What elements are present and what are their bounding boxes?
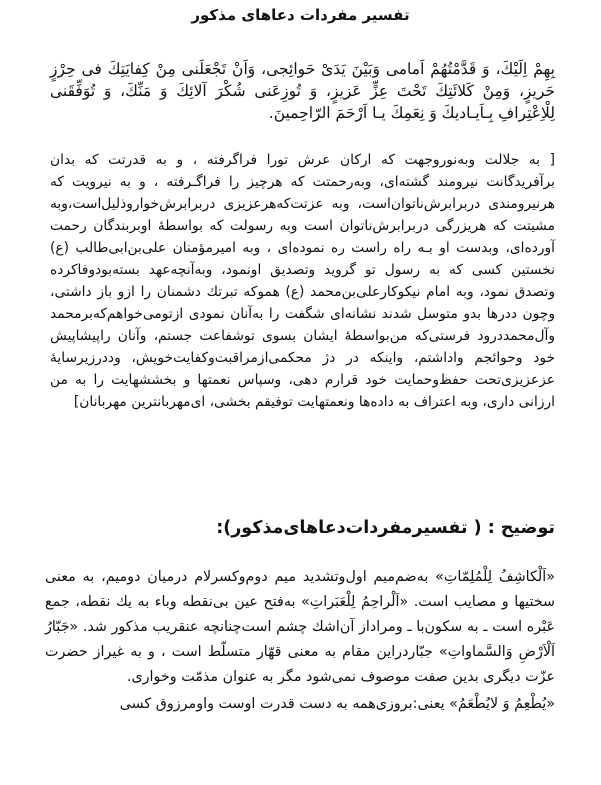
arabic-prayer-paragraph: بِهِمْ اِلَیْكَ، وَ قَدَّمْتُهُمْ اَمامی وَبَیْنَ یَدَیْ حَوائِجی، وَاَنْ تَجْعَلَنی مِنْ کِفایَتِكَ فی حِرْزٍ حَریزٍ، وَمِنْ کَلائَتِكَ تَحْتَ عِزٍّ عَزیزٍ، وَ تُوزِعَنی شُکْرَ آلائِكَ وَ مَنِّكَ، وَ تُوَفِّقَنی لِلْاِعْتِرافِ بِـاَیـادیكَ وَ نِعَمِكَ یـا اَرْحَمَ الرّاحِمینَ. xyxy=(50,60,555,122)
page-header xyxy=(0,0,601,30)
page-header-title: تفسیر مفردات دعاهای مذکور xyxy=(191,6,410,24)
arabic-prayer-text xyxy=(50,58,555,146)
persian-translation xyxy=(50,149,555,501)
commentary-paragraph: «یُطْعِمُ وَ لایُطْعَمُ» یعنی:بروزی‌همه به دست قدرت اوست واومرزوق کسی xyxy=(119,696,555,712)
commentary-paragraph: «اَلْکاشِفُ لِلْمُلِمّاتِ» به‌ضم‌میم اول‌وتشدید میم دوم‌وکسرلام درمیان دومیم، به معنی سختیها و مصایب است. «اَلْراحِمُ لِلْعَبَراتِ» به‌فتح عین بی‌نقطه وباء به یك نقطه، جمع عَبْره است ـ به سکون‌با ـ ومراد‌از آن‌اشك چشم است‌چنانچه عنقریب مذکور شد. «جَبّارُ اَلْاَرْضِ وَالسَّماواتِ» جبّاردراین مقام به معنی قهّار متسلّط است ، و به غیراز حضرت عزّت دیگری بدین صفت موصوف نمی‌شود مگر به عنوان مذمّت وخواری. xyxy=(45,569,555,685)
commentary-body xyxy=(45,565,555,780)
section-heading: توضیح : ( تفسیرمفردات‌دعاهای‌مذکور): xyxy=(216,518,555,538)
translation-paragraph: [ به جلالت وبه‌نوروجهت که ارکان عرش تورا فراگرفته ، و به قدرتت که بدان برآفریدگانت نیرومند گشته‌ای، وبه‌رحمتت که هرچیز را فراگـرفته ، و به نیرویت که هرنیرومندی دربرابرش‌ناتوان‌است، وبه عزتت‌که‌هرعزیزی دربرابرش‌خوارو‌ذلیل‌است،وبه مشیتت که هریزرگی دربرابرش‌ناتوان است وبه رسولت که بواسطهٔ اوبربندگان رحمت آورده‌ای، وبدست او بـه راه راست ره نموده‌ای ، وبه امیرمؤمنان علی‌بن‌ابی‌طالب (ع) نخستین کسی که به رسول تو گروید وتصدیق اونمود، وبه‌آنچه‌عهد بسته‌بودوفاکرده وتصدق نمود، وبه امام نیکوکارعلی‌بن‌محمد (ع) هموکه تبرتك دشمنان را ازو باز داشتی، وچون ددرها بدو متوسل شدند نشانه‌ای شگفت را به‌آنان نمودی ازتومی‌خواهم‌که‌برمحمد وآل‌محمد‌درود فرستی‌که من‌بواسطهٔ ایشان بسوی توشفاعت جستم، وآنان راپیشاپیش خود وحوائجم واداشتم، واینکه در دژ محکمی‌ازمراقبت‌وکفایت‌خویش، وددرزیرسایهٔ عزعزیزی‌تحت حفظ‌وحمایت خود قرارم دهی، وسپاس نعمتها و بخششهایت را به من ارزانی داری، وبه اعتراف به داده‌ها ونعمتهایت توفیقم بخشی، ای‌مهربانترین مهربانان] xyxy=(50,152,555,410)
